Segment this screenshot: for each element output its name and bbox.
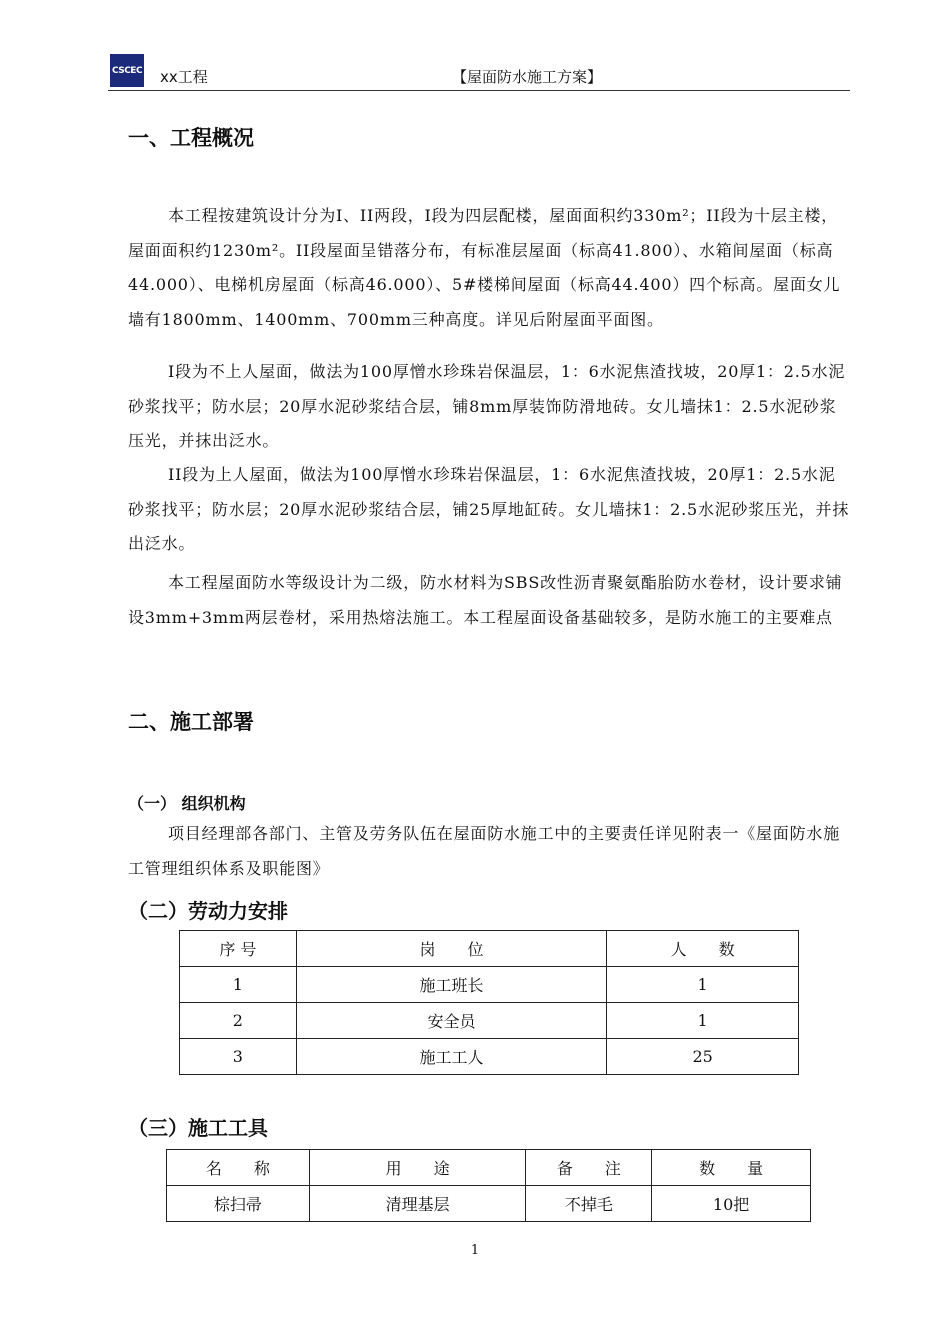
table-cell: 施工工人 <box>296 1039 606 1075</box>
tools-table <box>166 1149 811 1222</box>
section-1-title: 一、工程概况 <box>128 126 254 150</box>
table-cell: 3 <box>180 1039 297 1075</box>
logo-text: CSCEC <box>111 65 143 76</box>
table-row <box>167 1186 811 1222</box>
header-cell: 人 数 <box>607 931 799 967</box>
labor-table <box>179 930 799 1075</box>
overview-paragraph-1: 本工程按建筑设计分为I、II两段，I段为四层配楼，屋面面积约330m²；II段为十层主楼，屋面面积约1230m²。II段屋面呈错落分布，有标准层屋面（标高41.800）、水箱间屋面（标高44.000）、电梯机房屋面（标高46.000）、5#楼梯间屋面（标高44.400）四个标高。屋面女儿墙有1800mm、1400mm、700mm三种高度。详见后附屋面平面图。 <box>128 206 841 329</box>
table-row <box>180 1039 799 1075</box>
organization-paragraph: 项目经理部各部门、主管及劳务队伍在屋面防水施工中的主要责任详见附表一《屋面防水施工管理组织体系及职能图》 <box>128 824 841 878</box>
header-cell: 名 称 <box>167 1150 310 1186</box>
header-cell: 用 途 <box>309 1150 526 1186</box>
table-cell: 1 <box>607 967 799 1003</box>
header-cell: 备 注 <box>526 1150 652 1186</box>
overview-paragraph-2: I段为不上人屋面，做法为100厚憎水珍珠岩保温层，1：6水泥焦渣找坡，20厚1：2.5水泥砂浆找平；防水层；20厚水泥砂浆结合层，铺8mm厚装饰防滑地砖。女儿墙抹1：2.5水泥砂浆压光，并抹出泛水。 <box>128 362 846 450</box>
section-2-title: 二、施工部署 <box>128 710 254 734</box>
table-cell: 施工班长 <box>296 967 606 1003</box>
header-cell: 岗 位 <box>296 931 606 967</box>
table-cell: 棕扫帚 <box>167 1186 310 1222</box>
company-logo <box>110 54 144 87</box>
subsection-organization-title: （一） 组织机构 <box>128 794 246 813</box>
table-cell: 不掉毛 <box>526 1186 652 1222</box>
table-row <box>180 967 799 1003</box>
table-cell: 1 <box>607 1003 799 1039</box>
overview-paragraph-3: II段为上人屋面，做法为100厚憎水珍珠岩保温层，1：6水泥焦渣找坡，20厚1：2.5水泥砂浆找平；防水层；20厚水泥砂浆结合层，铺25厚地缸砖。女儿墙抹1：2.5水泥砂浆压光，并抹出泛水。 <box>128 465 850 553</box>
table-header-row <box>167 1150 811 1186</box>
header-cell: 序 号 <box>180 931 297 967</box>
table-cell: 1 <box>180 967 297 1003</box>
subsection-tools-title: （三）施工工具 <box>128 1116 268 1140</box>
header-cell: 数 量 <box>652 1150 811 1186</box>
project-name: xx工程 <box>160 68 208 86</box>
table-header-row <box>180 931 799 967</box>
document-title: 【屋面防水施工方案】 <box>452 68 603 86</box>
page-header <box>108 54 850 91</box>
page-number: 1 <box>470 1243 480 1258</box>
subsection-labor-title: （二）劳动力安排 <box>128 899 288 923</box>
table-row <box>180 1003 799 1039</box>
table-cell: 10把 <box>652 1186 811 1222</box>
overview-paragraph-4: 本工程屋面防水等级设计为二级，防水材料为SBS改性沥青聚氨酯胎防水卷材，设计要求铺设3mm+3mm两层卷材，采用热熔法施工。本工程屋面设备基础较多，是防水施工的主要难点 <box>128 573 843 627</box>
table-cell: 25 <box>607 1039 799 1075</box>
table-cell: 清理基层 <box>309 1186 526 1222</box>
table-cell: 安全员 <box>296 1003 606 1039</box>
table-cell: 2 <box>180 1003 297 1039</box>
